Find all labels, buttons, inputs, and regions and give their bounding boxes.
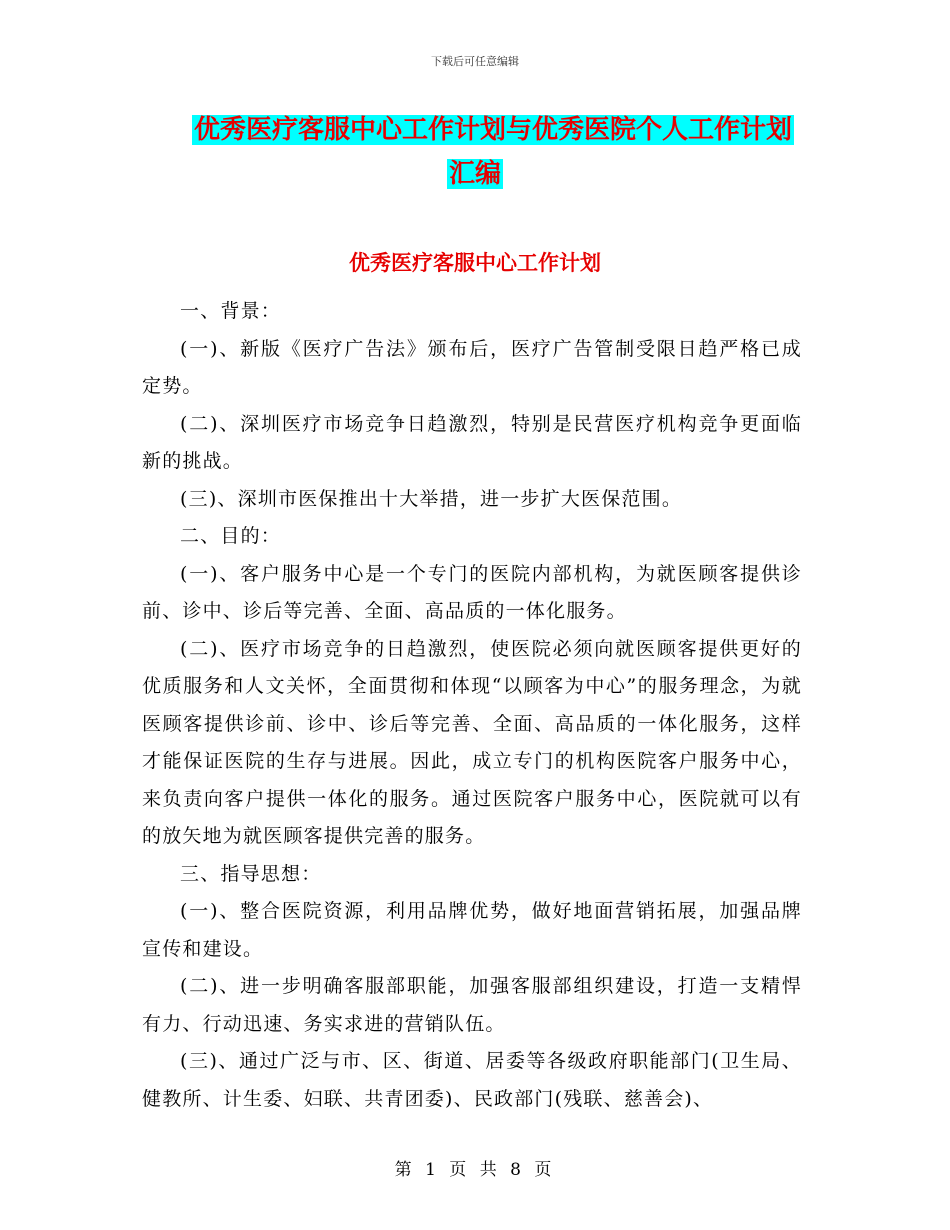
document-body xyxy=(142,293,802,1118)
document-title-line2 xyxy=(0,155,950,193)
paragraph: (一)、整合医院资源，利用品牌优势，做好地面营销拓展，加强品牌宣传和建设。 xyxy=(142,900,802,960)
paragraph: 二、目的： xyxy=(180,525,282,547)
section-title: 优秀医疗客服中心工作计划 xyxy=(349,251,601,275)
document-title-text-2: 汇编 xyxy=(448,159,501,189)
paragraph: (一)、客户服务中心是一个专门的医院内部机构，为就医顾客提供诊前、诊中、诊后等完善、全面、高品质的一体化服务。 xyxy=(142,562,802,622)
paragraph: 一、背景： xyxy=(180,300,282,322)
paragraph: (二)、进一步明确客服部职能，加强客服部组织建设，打造一支精悍有力、行动迅速、务实求进的营销队伍。 xyxy=(142,975,802,1035)
document-title-line1 xyxy=(192,111,812,149)
paragraph: 三、指导思想： xyxy=(180,862,322,885)
page-footer: 第 1 页 共 8 页 xyxy=(394,1160,556,1180)
paragraph: (一)、新版《医疗广告法》颁布后，医疗广告管制受限日趋严格已成定势。 xyxy=(142,337,802,397)
paragraph: (三)、通过广泛与市、区、街道、居委等各级政府职能部门(卫生局、健教所、计生委、妇联、共青团委)、民政部门(残联、慈善会)、 xyxy=(142,1050,802,1110)
document-title-text-1: 优秀医疗客服中心工作计划与优秀医院个人工作计划 xyxy=(194,115,793,145)
paragraph: (三)、深圳市医保推出十大举措，进一步扩大医保范围。 xyxy=(180,487,683,510)
paragraph: (二)、医疗市场竞争的日趋激烈，使医院必须向就医顾客提供更好的优质服务和人文关怀，全面贯彻和体现“以顾客为中心”的服务理念，为就医顾客提供诊前、诊中、诊后等完善、全面、高品质的一体化服务，这样才能保证医院的生存与进展。因此，成立专门的机构医院客户服务中心，来负责向客户提供一体化的服务。通过医院客户服务中心，医院就可以有的放矢地为就医顾客提供完善的服务。 xyxy=(142,637,802,847)
paragraph: (二)、深圳医疗市场竞争日趋激烈，特别是民营医疗机构竞争更面临新的挑战。 xyxy=(142,412,802,472)
header-note: 下载后可任意编辑 xyxy=(431,55,519,68)
